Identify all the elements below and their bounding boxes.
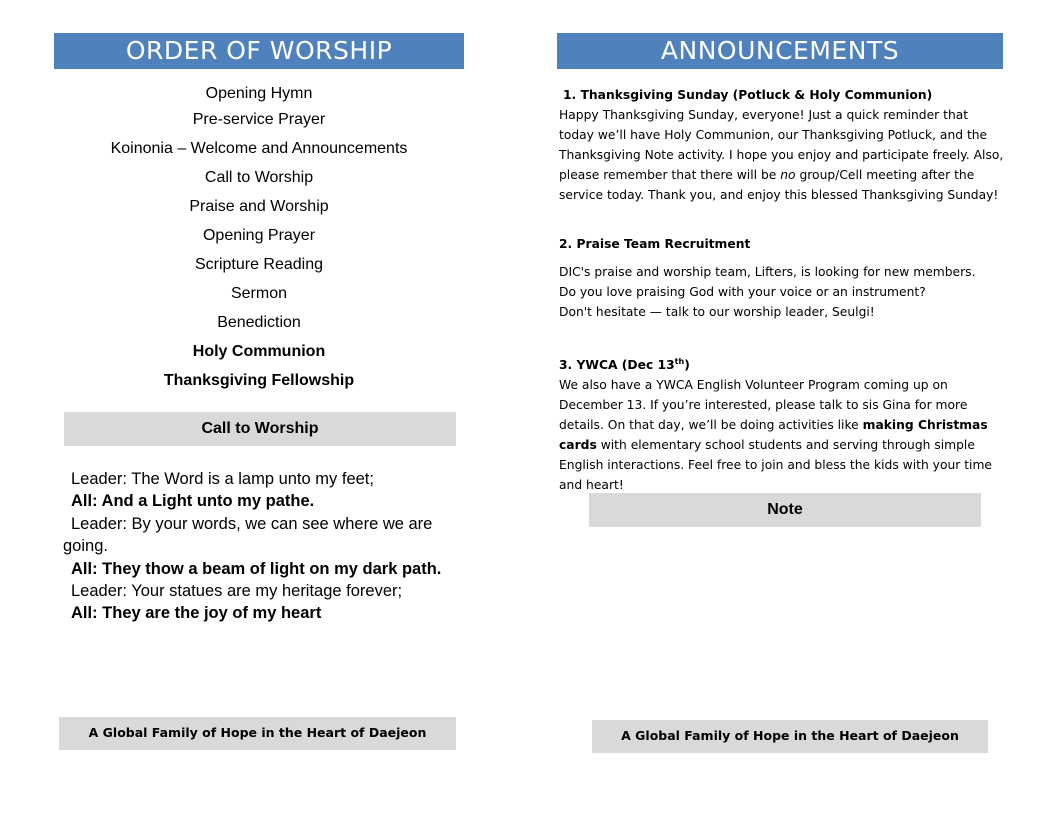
announcements-header: ANNOUNCEMENTS	[557, 33, 1003, 69]
order-item: Pre-service Prayer	[192, 111, 326, 128]
announcement-body: Happy Thanksgiving Sunday, everyone! Just a quick reminder that today we’ll have Holy Communion, our Thanksgiving Potluck, and the Thanksgiving Note activity. I hope you enjoy and participate freely. Also, please remember that there will be no group/Cell meeting after the service today. Thank you, and enjoy this blessed Thanksgiving Sunday!	[559, 108, 1004, 202]
note-title: Note	[589, 493, 981, 527]
order-item-holy-communion: Holy Communion	[192, 343, 326, 360]
all-line: All: And a Light unto my pathe.	[71, 492, 315, 511]
order-item: Opening Prayer	[202, 227, 316, 244]
leader-line: Leader: By your words, we can see where we are going.	[63, 514, 433, 556]
announcement-line: Don't hesitate — talk to our worship leader, Seulgi!	[559, 305, 875, 319]
leader-line: Leader: The Word is a lamp unto my feet;	[71, 470, 374, 488]
left-footer: A Global Family of Hope in the Heart of Daejeon	[59, 717, 456, 750]
order-item: Scripture Reading	[194, 256, 324, 273]
all-line: All: They are the joy of my heart	[71, 604, 322, 623]
order-item: Opening Hymn	[205, 85, 313, 102]
order-item-thanksgiving-fellowship: Thanksgiving Fellowship	[163, 372, 355, 389]
announcement-2	[559, 234, 1004, 322]
order-item: Sermon	[230, 285, 288, 302]
order-of-worship-header: ORDER OF WORSHIP	[54, 33, 464, 69]
call-to-worship-title: Call to Worship	[64, 412, 456, 446]
call-to-worship-text	[63, 468, 463, 625]
announcement-title: 3. YWCA (Dec 13th)	[559, 357, 690, 373]
order-item: Benediction	[217, 314, 301, 331]
right-footer: A Global Family of Hope in the Heart of Daejeon	[592, 720, 988, 753]
leader-line: Leader: Your statues are my heritage forever;	[71, 582, 403, 601]
order-of-worship-list	[56, 84, 462, 400]
order-item: Koinonia – Welcome and Announcements	[110, 140, 408, 157]
announcement-line: Do you love praising God with your voice or an instrument?	[559, 285, 926, 299]
announcement-1	[559, 85, 1004, 205]
announcement-body: We also have a YWCA English Volunteer Program coming up on December 13. If you’re interested, please talk to sis Gina for more details. On that day, we’ll be doing activities like making Christmas cards with elementary school students and serving through simple English interactions. Feel free to join and bless the kids with your time and heart!	[559, 378, 993, 493]
announcement-3	[559, 352, 1004, 495]
order-item: Call to Worship	[204, 169, 314, 186]
all-line: All: They thow a beam of light on my dark path.	[71, 559, 442, 578]
announcement-title: 1. Thanksgiving Sunday (Potluck & Holy Communion)	[563, 88, 933, 102]
announcement-title: 2. Praise Team Recruitment	[559, 237, 751, 251]
order-item: Praise and Worship	[189, 198, 329, 215]
announcement-line: DIC's praise and worship team, Lifters, is looking for new members.	[559, 265, 976, 279]
